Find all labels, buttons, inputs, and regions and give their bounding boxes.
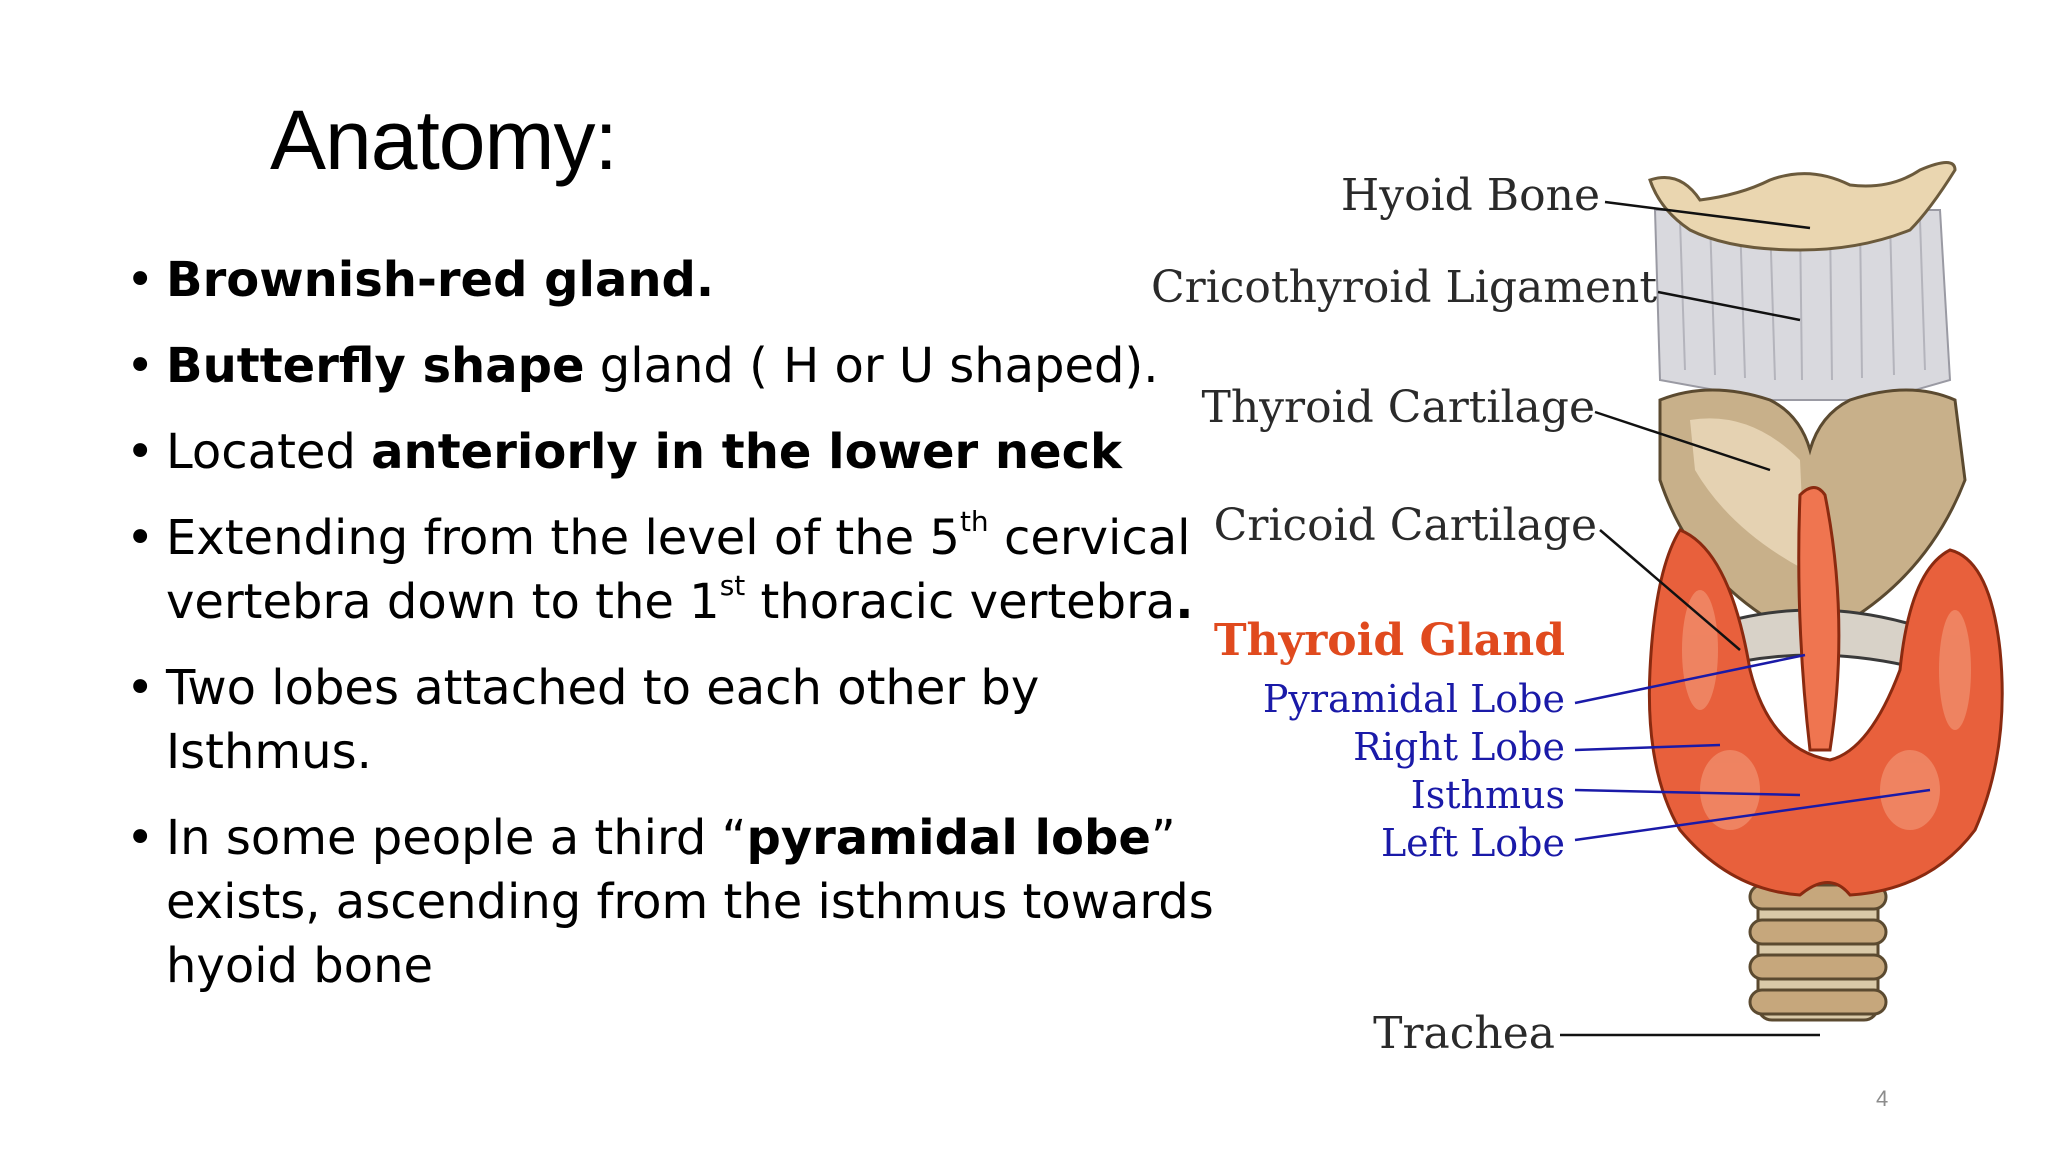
bold-text: Butterfly shape — [166, 338, 585, 394]
label-cricothyroid-ligament: Cricothyroid Ligament — [1151, 262, 1657, 313]
bullet-text: In some people a third “ — [166, 810, 747, 866]
bold-text: Brownish-red gland. — [166, 252, 715, 308]
bold-text: pyramidal lobe — [746, 810, 1151, 866]
bullet-text: Located — [166, 424, 372, 480]
superscript-text: th — [959, 505, 989, 538]
bold-text: . — [1175, 574, 1194, 630]
label-left-lobe: Left Lobe — [1380, 821, 1565, 865]
label-thyroid-gland: Thyroid Gland — [1213, 615, 1565, 666]
label-cricoid-cartilage: Cricoid Cartilage — [1213, 500, 1597, 551]
label-pyramidal-lobe: Pyramidal Lobe — [1262, 677, 1565, 721]
bullet-list — [120, 248, 1240, 1020]
label-right-lobe: Right Lobe — [1353, 725, 1565, 769]
bullet-item — [120, 806, 1240, 998]
bullet-text: ” exists, ascending from the isthmus towards hyoid bone — [166, 810, 1214, 994]
bullet-text: Two lobes attached to each other by Isthmus. — [166, 660, 1040, 780]
label-trachea: Trachea — [1373, 1008, 1555, 1059]
bullet-item — [120, 656, 1240, 784]
bullet-text: cervical vertebra down to the 1 — [166, 510, 1191, 630]
bullet-item — [120, 420, 1240, 484]
bold-text: anteriorly in the lower neck — [371, 424, 1122, 480]
label-isthmus: Isthmus — [1410, 773, 1565, 817]
slide-title: Anatomy: — [270, 93, 617, 187]
bullet-item — [120, 334, 1240, 398]
label-hyoid-bone: Hyoid Bone — [1340, 170, 1600, 221]
thyroid-anatomy-diagram — [1151, 150, 2000, 1070]
label-thyroid-cartilage: Thyroid Cartilage — [1201, 382, 1595, 433]
superscript-text: st — [719, 569, 746, 602]
bullet-item — [120, 506, 1240, 634]
bullet-text: gland ( H or U shaped). — [584, 338, 1159, 394]
bullet-item — [120, 248, 1240, 312]
bullet-text: Extending from the level of the 5 — [166, 510, 960, 566]
bullet-text: thoracic vertebra — [745, 574, 1176, 630]
page-number: 4 — [1876, 1086, 1889, 1111]
